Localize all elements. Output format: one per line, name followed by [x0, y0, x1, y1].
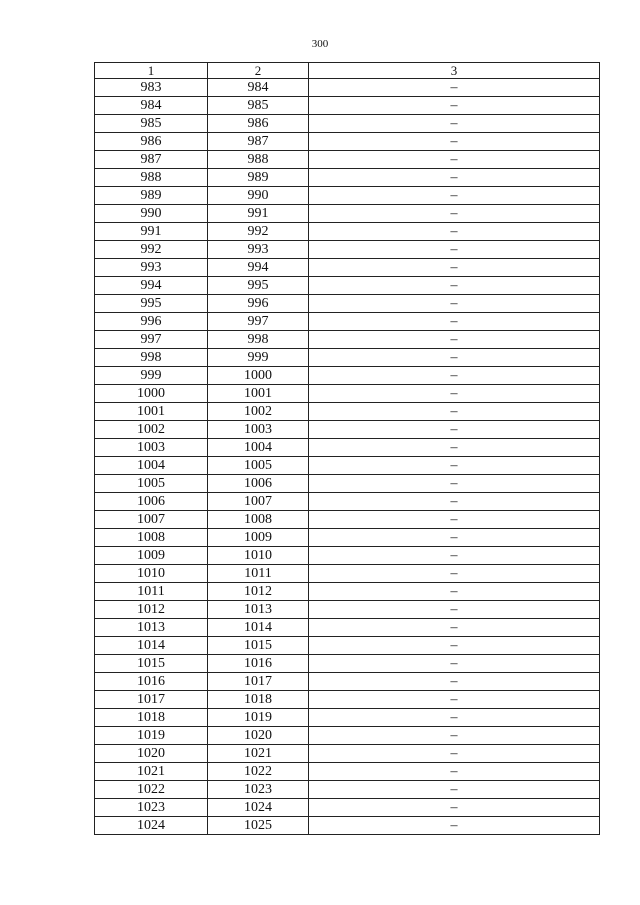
table-row	[95, 367, 600, 385]
table-cell-col-1: 1020	[95, 745, 208, 763]
table-cell-col-2: 988	[208, 151, 309, 169]
table-cell-col-1: 1018	[95, 709, 208, 727]
table-cell-col-2: 1007	[208, 493, 309, 511]
table-row	[95, 763, 600, 781]
table-row	[95, 673, 600, 691]
table-cell-col-1: 1008	[95, 529, 208, 547]
table-row	[95, 187, 600, 205]
table-row	[95, 475, 600, 493]
table-cell-col-1: 1017	[95, 691, 208, 709]
table-cell-col-2: 1012	[208, 583, 309, 601]
table-cell-col-3: –	[309, 529, 600, 547]
table-cell-col-3: –	[309, 97, 600, 115]
table-cell-col-2: 1006	[208, 475, 309, 493]
table-row	[95, 691, 600, 709]
table-cell-col-1: 989	[95, 187, 208, 205]
table-cell-col-1: 990	[95, 205, 208, 223]
table-row	[95, 565, 600, 583]
table-cell-col-2: 992	[208, 223, 309, 241]
table-cell-col-3: –	[309, 799, 600, 817]
table-cell-col-2: 1022	[208, 763, 309, 781]
table-row	[95, 115, 600, 133]
data-table	[94, 62, 600, 835]
table-cell-col-2: 996	[208, 295, 309, 313]
table-cell-col-1: 1009	[95, 547, 208, 565]
table-cell-col-1: 1023	[95, 799, 208, 817]
table-cell-col-1: 984	[95, 97, 208, 115]
table-cell-col-1: 994	[95, 277, 208, 295]
table-row	[95, 241, 600, 259]
table-row	[95, 601, 600, 619]
table-cell-col-2: 1017	[208, 673, 309, 691]
table-row	[95, 295, 600, 313]
table-cell-col-3: –	[309, 169, 600, 187]
table-cell-col-1: 1016	[95, 673, 208, 691]
table-cell-col-1: 1019	[95, 727, 208, 745]
table-cell-col-2: 1002	[208, 403, 309, 421]
table-row	[95, 151, 600, 169]
table-row	[95, 709, 600, 727]
table-cell-col-3: –	[309, 295, 600, 313]
table-cell-col-2: 985	[208, 97, 309, 115]
table-cell-col-1: 1013	[95, 619, 208, 637]
table-cell-col-2: 1005	[208, 457, 309, 475]
table-row	[95, 493, 600, 511]
table-cell-col-3: –	[309, 493, 600, 511]
table-cell-col-3: –	[309, 565, 600, 583]
table-cell-col-3: –	[309, 727, 600, 745]
table-cell-col-1: 992	[95, 241, 208, 259]
table-cell-col-2: 1023	[208, 781, 309, 799]
table-cell-col-3: –	[309, 601, 600, 619]
table-cell-col-2: 991	[208, 205, 309, 223]
table-cell-col-1: 1024	[95, 817, 208, 835]
table-row	[95, 403, 600, 421]
table-cell-col-1: 993	[95, 259, 208, 277]
table-row	[95, 583, 600, 601]
table-cell-col-2: 1024	[208, 799, 309, 817]
table-cell-col-1: 1011	[95, 583, 208, 601]
table-cell-col-3: –	[309, 259, 600, 277]
table-row	[95, 799, 600, 817]
table-cell-col-2: 986	[208, 115, 309, 133]
table-cell-col-2: 1021	[208, 745, 309, 763]
table-cell-col-3: –	[309, 763, 600, 781]
table-cell-col-3: –	[309, 241, 600, 259]
table-row	[95, 133, 600, 151]
table-cell-col-2: 990	[208, 187, 309, 205]
table-cell-col-1: 1006	[95, 493, 208, 511]
table-row	[95, 817, 600, 835]
table-cell-col-1: 1021	[95, 763, 208, 781]
table-cell-col-1: 996	[95, 313, 208, 331]
table-cell-col-3: –	[309, 547, 600, 565]
table-cell-col-3: –	[309, 781, 600, 799]
table-row	[95, 727, 600, 745]
table-cell-col-2: 1019	[208, 709, 309, 727]
table-row	[95, 511, 600, 529]
table-cell-col-1: 1012	[95, 601, 208, 619]
table-cell-col-3: –	[309, 385, 600, 403]
table-cell-col-1: 997	[95, 331, 208, 349]
table-row	[95, 349, 600, 367]
table-row	[95, 745, 600, 763]
table-cell-col-3: –	[309, 79, 600, 97]
table-row	[95, 421, 600, 439]
table-cell-col-3: –	[309, 331, 600, 349]
table-cell-col-1: 1007	[95, 511, 208, 529]
header-row	[95, 63, 600, 79]
table-row	[95, 313, 600, 331]
table-row	[95, 223, 600, 241]
table-cell-col-3: –	[309, 511, 600, 529]
table-row	[95, 547, 600, 565]
table-cell-col-2: 1018	[208, 691, 309, 709]
table-cell-col-3: –	[309, 439, 600, 457]
table-row	[95, 259, 600, 277]
table-cell-col-1: 988	[95, 169, 208, 187]
table-cell-col-1: 985	[95, 115, 208, 133]
table-row	[95, 205, 600, 223]
table-cell-col-2: 1025	[208, 817, 309, 835]
table-cell-col-2: 993	[208, 241, 309, 259]
table-cell-col-2: 1015	[208, 637, 309, 655]
table-row	[95, 637, 600, 655]
table-cell-col-2: 1020	[208, 727, 309, 745]
table-cell-col-3: –	[309, 817, 600, 835]
table-cell-col-3: –	[309, 745, 600, 763]
table-cell-col-1: 1004	[95, 457, 208, 475]
table-row	[95, 781, 600, 799]
table-cell-col-1: 999	[95, 367, 208, 385]
table-cell-col-3: –	[309, 637, 600, 655]
column-header-2: 2	[208, 63, 309, 79]
table-cell-col-1: 1014	[95, 637, 208, 655]
table-row	[95, 457, 600, 475]
table-cell-col-3: –	[309, 133, 600, 151]
table-cell-col-1: 1003	[95, 439, 208, 457]
column-header-3: 3	[309, 63, 600, 79]
table-cell-col-2: 1016	[208, 655, 309, 673]
table-cell-col-3: –	[309, 115, 600, 133]
table-row	[95, 619, 600, 637]
table-cell-col-3: –	[309, 457, 600, 475]
table-cell-col-1: 1022	[95, 781, 208, 799]
table-cell-col-2: 994	[208, 259, 309, 277]
table-row	[95, 529, 600, 547]
table-cell-col-1: 998	[95, 349, 208, 367]
table-cell-col-1: 987	[95, 151, 208, 169]
table-cell-col-1: 1001	[95, 403, 208, 421]
table-row	[95, 79, 600, 97]
table-cell-col-2: 1000	[208, 367, 309, 385]
table-cell-col-2: 1014	[208, 619, 309, 637]
table-cell-col-3: –	[309, 313, 600, 331]
table-cell-col-1: 1002	[95, 421, 208, 439]
table-cell-col-1: 995	[95, 295, 208, 313]
table-cell-col-1: 1000	[95, 385, 208, 403]
column-header-1: 1	[95, 63, 208, 79]
table-cell-col-2: 998	[208, 331, 309, 349]
table-row	[95, 97, 600, 115]
table-cell-col-3: –	[309, 475, 600, 493]
table-row	[95, 655, 600, 673]
table-cell-col-1: 983	[95, 79, 208, 97]
table-cell-col-3: –	[309, 655, 600, 673]
table-cell-col-2: 1013	[208, 601, 309, 619]
table-cell-col-1: 986	[95, 133, 208, 151]
table-cell-col-3: –	[309, 277, 600, 295]
table-cell-col-3: –	[309, 151, 600, 169]
table-cell-col-1: 991	[95, 223, 208, 241]
table-cell-col-3: –	[309, 619, 600, 637]
table-cell-col-1: 1015	[95, 655, 208, 673]
table-cell-col-3: –	[309, 403, 600, 421]
table-cell-col-2: 1010	[208, 547, 309, 565]
table-cell-col-3: –	[309, 349, 600, 367]
table-row	[95, 169, 600, 187]
table-cell-col-1: 1005	[95, 475, 208, 493]
page-number: 300	[311, 38, 329, 50]
table-cell-col-2: 995	[208, 277, 309, 295]
table-row	[95, 277, 600, 295]
table-cell-col-2: 1001	[208, 385, 309, 403]
table-cell-col-2: 1009	[208, 529, 309, 547]
table-cell-col-3: –	[309, 205, 600, 223]
table-cell-col-2: 984	[208, 79, 309, 97]
table-row	[95, 439, 600, 457]
table-cell-col-3: –	[309, 421, 600, 439]
table-cell-col-3: –	[309, 223, 600, 241]
table-body	[95, 79, 600, 835]
table-row	[95, 331, 600, 349]
table-cell-col-2: 1011	[208, 565, 309, 583]
table-cell-col-3: –	[309, 691, 600, 709]
table-cell-col-3: –	[309, 187, 600, 205]
table-row	[95, 385, 600, 403]
table-cell-col-2: 1004	[208, 439, 309, 457]
table-cell-col-2: 1008	[208, 511, 309, 529]
table-cell-col-1: 1010	[95, 565, 208, 583]
table-header	[95, 63, 600, 79]
table-cell-col-2: 997	[208, 313, 309, 331]
table-cell-col-2: 1003	[208, 421, 309, 439]
table-cell-col-3: –	[309, 583, 600, 601]
table-cell-col-3: –	[309, 709, 600, 727]
table-cell-col-2: 987	[208, 133, 309, 151]
table-cell-col-2: 999	[208, 349, 309, 367]
table-cell-col-2: 989	[208, 169, 309, 187]
table-cell-col-3: –	[309, 367, 600, 385]
table-cell-col-3: –	[309, 673, 600, 691]
